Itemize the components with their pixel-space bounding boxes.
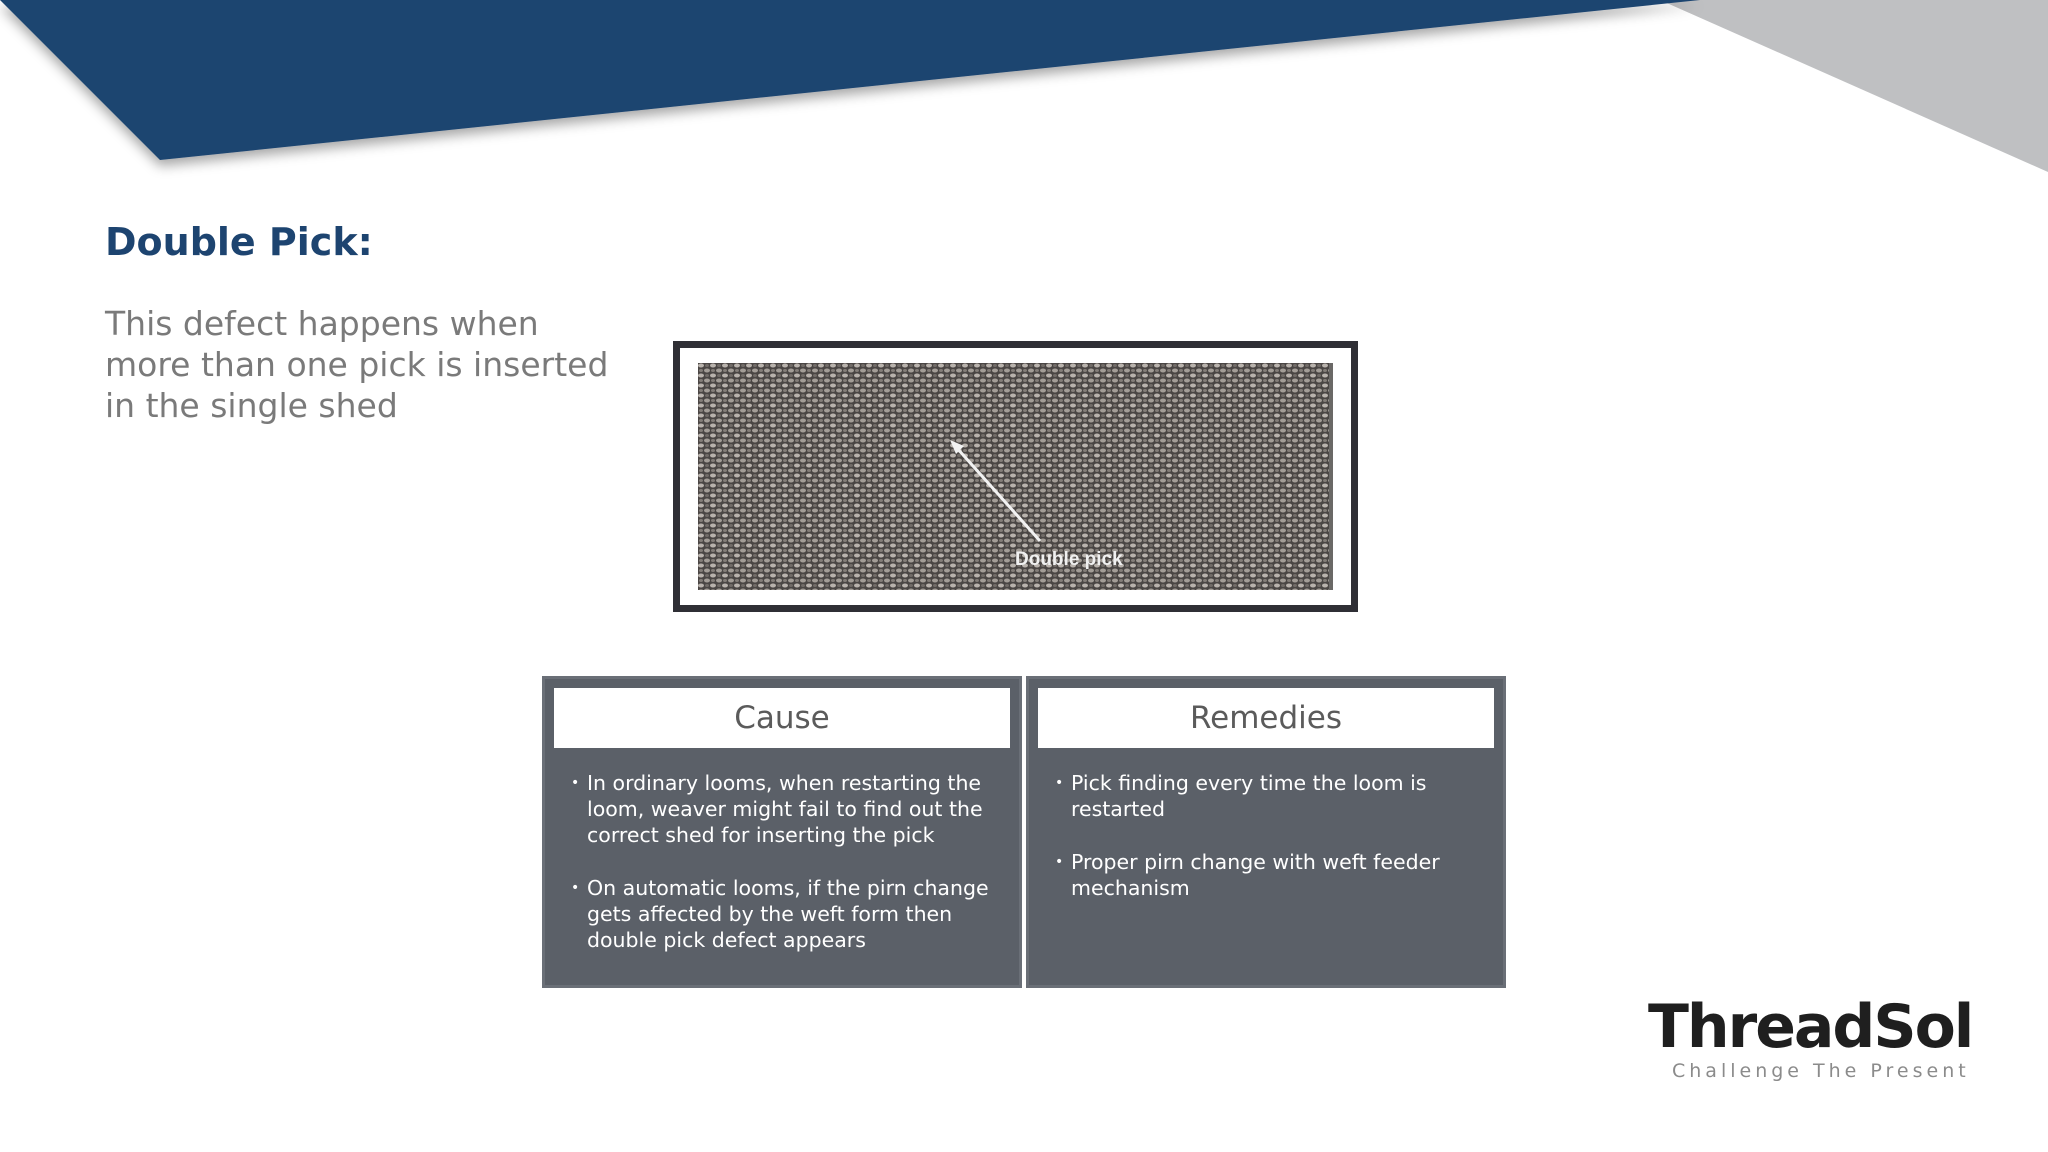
slide-title: Double Pick: [105,220,373,264]
remedies-heading: Remedies [1038,688,1494,748]
logo-tagline: Challenge The Present [1672,1060,1970,1082]
cause-panel [542,676,1022,988]
photo-caption: Double pick [1015,549,1123,570]
banner-gray-shape [1660,0,2048,172]
photo-mat [680,348,1351,605]
banner-blue-shape [0,0,1700,160]
header-banner [0,0,2048,180]
fabric-photo [698,363,1333,590]
remedy-item: • Proper pirn change with weft feeder mechanism [1055,849,1485,901]
logo-wordmark: ThreadSol [1648,992,1973,1062]
cause-item: • On automatic looms, if the pirn change gets affected by the weft form then double pick defect appears [571,875,1001,953]
threadsol-logo [1648,992,1973,1084]
cause-heading: Cause [554,688,1010,748]
cause-list [545,770,1019,953]
fabric-photo-frame [673,341,1358,612]
remedy-item: • Pick finding every time the loom is restarted [1055,770,1485,822]
cause-item: • In ordinary looms, when restarting the loom, weaver might fail to find out the correct shed for inserting the pick [571,770,1001,848]
remedies-list [1029,770,1503,901]
fabric-texture [698,363,1329,590]
remedies-panel [1026,676,1506,988]
defect-description: This defect happens when more than one pick is inserted in the single shed [105,304,609,425]
